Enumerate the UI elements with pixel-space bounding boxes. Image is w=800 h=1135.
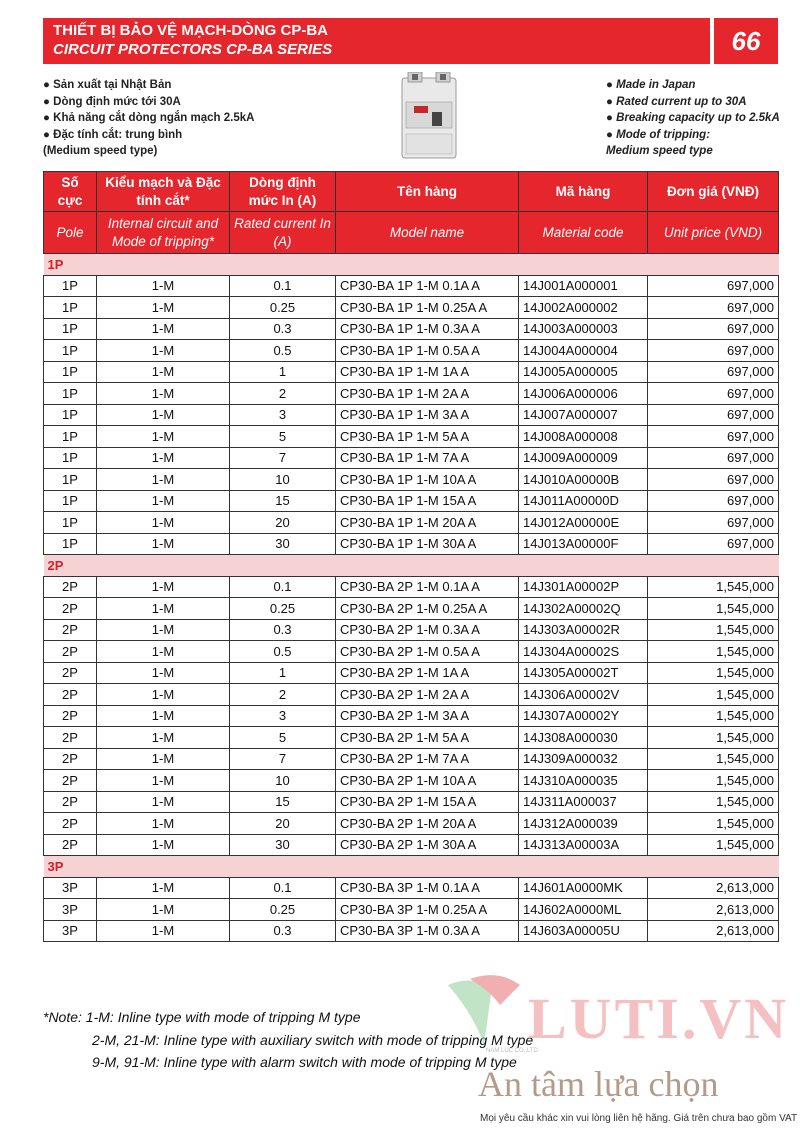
cell-circuit: 1-M <box>97 469 230 491</box>
feature-item: ● Breaking capacity up to 2.5kA <box>606 112 780 124</box>
feature-item: ● Dòng định mức tới 30A <box>43 95 181 108</box>
cell-pole: 1P <box>44 447 97 469</box>
cell-circuit: 1-M <box>97 705 230 727</box>
feature-item: ● Sản xuất tại Nhật Bản <box>43 79 172 91</box>
cell-material-code: 14J312A000039 <box>519 813 648 835</box>
cell-model-name: CP30-BA 1P 1-M 3A A <box>336 404 519 426</box>
table-group-row <box>44 254 779 276</box>
cell-rated-current: 0.1 <box>230 576 336 598</box>
cell-unit-price: 697,000 <box>648 469 779 491</box>
table-row <box>44 770 779 792</box>
cell-pole: 2P <box>44 770 97 792</box>
circuit-protector-product-image <box>392 72 466 162</box>
table-row <box>44 641 779 663</box>
cell-pole: 1P <box>44 512 97 534</box>
cell-unit-price: 1,545,000 <box>648 641 779 663</box>
feature-item: ● Mode of tripping: <box>606 128 711 141</box>
cell-pole: 1P <box>44 275 97 297</box>
cell-model-name: CP30-BA 2P 1-M 3A A <box>336 705 519 727</box>
group-label: 3P <box>44 856 779 878</box>
feature-item: ● Rated current up to 30A <box>606 95 747 108</box>
cell-rated-current: 5 <box>230 426 336 448</box>
cell-model-name: CP30-BA 1P 1-M 0.5A A <box>336 340 519 362</box>
cell-unit-price: 2,613,000 <box>648 899 779 921</box>
cell-unit-price: 697,000 <box>648 426 779 448</box>
cell-material-code: 14J304A00002S <box>519 641 648 663</box>
cell-model-name: CP30-BA 2P 1-M 15A A <box>336 791 519 813</box>
cell-unit-price: 2,613,000 <box>648 920 779 942</box>
cell-model-name: CP30-BA 3P 1-M 0.25A A <box>336 899 519 921</box>
watermark-logo-text: LUTI.VN <box>528 986 790 1051</box>
title-vietnamese: THIẾT BỊ BẢO VỆ MẠCH-DÒNG CP-BA <box>53 22 328 39</box>
col-header-circuit-en: Internal circuit and Mode of tripping* <box>97 212 230 254</box>
cell-rated-current: 7 <box>230 447 336 469</box>
cell-model-name: CP30-BA 2P 1-M 0.25A A <box>336 598 519 620</box>
feature-item: ● Đặc tính cắt: trung bình <box>43 128 183 141</box>
cell-model-name: CP30-BA 2P 1-M 0.3A A <box>336 619 519 641</box>
cell-model-name: CP30-BA 1P 1-M 2A A <box>336 383 519 405</box>
cell-circuit: 1-M <box>97 727 230 749</box>
table-row <box>44 275 779 297</box>
cell-pole: 3P <box>44 920 97 942</box>
watermark-company-small: NAM LUC CO.,LTD <box>486 1048 538 1054</box>
cell-rated-current: 1 <box>230 361 336 383</box>
cell-rated-current: 3 <box>230 404 336 426</box>
cell-circuit: 1-M <box>97 834 230 856</box>
features-vietnamese <box>43 77 254 160</box>
cell-pole: 2P <box>44 727 97 749</box>
cell-circuit: 1-M <box>97 275 230 297</box>
cell-pole: 3P <box>44 877 97 899</box>
col-header-model-name-en: Model name <box>336 212 519 254</box>
cell-circuit: 1-M <box>97 598 230 620</box>
cell-rated-current: 7 <box>230 748 336 770</box>
cell-model-name: CP30-BA 2P 1-M 0.5A A <box>336 641 519 663</box>
feature-item: ● Made in Japan <box>606 79 696 91</box>
col-header-unit-price: Đơn giá (VNĐ) <box>648 172 779 212</box>
cell-rated-current: 0.3 <box>230 619 336 641</box>
cell-circuit: 1-M <box>97 340 230 362</box>
cell-pole: 2P <box>44 705 97 727</box>
cell-model-name: CP30-BA 2P 1-M 7A A <box>336 748 519 770</box>
col-header-material-code-en: Material code <box>519 212 648 254</box>
cell-rated-current: 0.25 <box>230 598 336 620</box>
cell-pole: 1P <box>44 533 97 555</box>
cell-material-code: 14J010A00000B <box>519 469 648 491</box>
cell-rated-current: 2 <box>230 383 336 405</box>
cell-circuit: 1-M <box>97 297 230 319</box>
cell-circuit: 1-M <box>97 490 230 512</box>
cell-material-code: 14J306A00002V <box>519 684 648 706</box>
cell-unit-price: 1,545,000 <box>648 705 779 727</box>
cell-model-name: CP30-BA 1P 1-M 20A A <box>336 512 519 534</box>
cell-model-name: CP30-BA 1P 1-M 7A A <box>336 447 519 469</box>
cell-pole: 1P <box>44 361 97 383</box>
cell-circuit: 1-M <box>97 619 230 641</box>
cell-material-code: 14J003A000003 <box>519 318 648 340</box>
cell-material-code: 14J011A00000D <box>519 490 648 512</box>
cell-circuit: 1-M <box>97 748 230 770</box>
cell-rated-current: 0.25 <box>230 297 336 319</box>
cell-material-code: 14J310A000035 <box>519 770 648 792</box>
cell-pole: 1P <box>44 297 97 319</box>
cell-unit-price: 697,000 <box>648 297 779 319</box>
cell-rated-current: 20 <box>230 512 336 534</box>
cell-pole: 2P <box>44 748 97 770</box>
cell-circuit: 1-M <box>97 791 230 813</box>
table-row <box>44 512 779 534</box>
cell-unit-price: 697,000 <box>648 383 779 405</box>
title-english: CIRCUIT PROTECTORS CP-BA SERIES <box>53 41 333 58</box>
cell-model-name: CP30-BA 2P 1-M 0.1A A <box>336 576 519 598</box>
table-row <box>44 684 779 706</box>
feature-item: (Medium speed type) <box>43 145 158 157</box>
table-row <box>44 469 779 491</box>
cell-circuit: 1-M <box>97 404 230 426</box>
header-title-bar <box>43 18 710 64</box>
cell-circuit: 1-M <box>97 447 230 469</box>
cell-circuit: 1-M <box>97 813 230 835</box>
features-english <box>606 77 780 160</box>
group-label: 2P <box>44 555 779 577</box>
col-header-unit-price-en: Unit price (VND) <box>648 212 779 254</box>
cell-model-name: CP30-BA 1P 1-M 0.1A A <box>336 275 519 297</box>
cell-model-name: CP30-BA 1P 1-M 30A A <box>336 533 519 555</box>
cell-circuit: 1-M <box>97 641 230 663</box>
cell-unit-price: 697,000 <box>648 490 779 512</box>
table-row <box>44 705 779 727</box>
cell-pole: 1P <box>44 340 97 362</box>
table-row <box>44 383 779 405</box>
cell-unit-price: 1,545,000 <box>648 791 779 813</box>
cell-rated-current: 0.5 <box>230 340 336 362</box>
cell-unit-price: 697,000 <box>648 512 779 534</box>
cell-rated-current: 0.1 <box>230 877 336 899</box>
cell-circuit: 1-M <box>97 770 230 792</box>
table-header-row-vietnamese <box>44 172 779 212</box>
cell-pole: 2P <box>44 684 97 706</box>
cell-unit-price: 697,000 <box>648 275 779 297</box>
cell-unit-price: 1,545,000 <box>648 598 779 620</box>
cell-material-code: 14J009A000009 <box>519 447 648 469</box>
cell-unit-price: 1,545,000 <box>648 748 779 770</box>
footer-disclaimer: Mọi yêu cầu khác xin vui lòng liên hệ hãng. Giá trên chưa bao gồm VAT <box>480 1113 798 1124</box>
cell-model-name: CP30-BA 2P 1-M 10A A <box>336 770 519 792</box>
cell-pole: 3P <box>44 899 97 921</box>
cell-rated-current: 0.5 <box>230 641 336 663</box>
cell-model-name: CP30-BA 2P 1-M 1A A <box>336 662 519 684</box>
table-row <box>44 727 779 749</box>
table-row <box>44 318 779 340</box>
cell-unit-price: 1,545,000 <box>648 684 779 706</box>
col-header-rated-current: Dòng định mức In (A) <box>230 172 336 212</box>
cell-rated-current: 0.3 <box>230 920 336 942</box>
col-header-rated-current-en: Rated current In (A) <box>230 212 336 254</box>
cell-circuit: 1-M <box>97 318 230 340</box>
cell-pole: 2P <box>44 813 97 835</box>
col-header-pole: Số cực <box>44 172 97 212</box>
table-header-row-english <box>44 212 779 254</box>
cell-material-code: 14J302A00002Q <box>519 598 648 620</box>
cell-material-code: 14J603A00005U <box>519 920 648 942</box>
cell-model-name: CP30-BA 1P 1-M 5A A <box>336 426 519 448</box>
col-header-material-code: Mã hàng <box>519 172 648 212</box>
cell-rated-current: 30 <box>230 533 336 555</box>
note-line: *Note: 1-M: Inline type with mode of tripping M type <box>43 1009 361 1025</box>
table-row <box>44 834 779 856</box>
col-header-circuit: Kiểu mạch và Đặc tính cắt* <box>97 172 230 212</box>
cell-model-name: CP30-BA 3P 1-M 0.3A A <box>336 920 519 942</box>
cell-unit-price: 1,545,000 <box>648 619 779 641</box>
note-line: 2-M, 21-M: Inline type with auxiliary switch with mode of tripping M type <box>92 1031 534 1048</box>
cell-rated-current: 3 <box>230 705 336 727</box>
cell-rated-current: 15 <box>230 490 336 512</box>
cell-pole: 1P <box>44 490 97 512</box>
price-table <box>43 171 779 942</box>
cell-rated-current: 15 <box>230 791 336 813</box>
cell-material-code: 14J002A000002 <box>519 297 648 319</box>
table-row <box>44 297 779 319</box>
group-label: 1P <box>44 254 779 276</box>
table-body <box>44 254 779 942</box>
cell-circuit: 1-M <box>97 426 230 448</box>
cell-circuit: 1-M <box>97 899 230 921</box>
cell-rated-current: 5 <box>230 727 336 749</box>
cell-unit-price: 697,000 <box>648 404 779 426</box>
cell-circuit: 1-M <box>97 512 230 534</box>
cell-rated-current: 2 <box>230 684 336 706</box>
cell-unit-price: 1,545,000 <box>648 834 779 856</box>
cell-pole: 1P <box>44 426 97 448</box>
table-row <box>44 813 779 835</box>
cell-rated-current: 0.3 <box>230 318 336 340</box>
table-row <box>44 619 779 641</box>
cell-material-code: 14J601A0000MK <box>519 877 648 899</box>
cell-pole: 2P <box>44 598 97 620</box>
cell-pole: 2P <box>44 791 97 813</box>
page-number: 66 <box>714 18 778 64</box>
table-row <box>44 899 779 921</box>
cell-model-name: CP30-BA 3P 1-M 0.1A A <box>336 877 519 899</box>
cell-model-name: CP30-BA 1P 1-M 10A A <box>336 469 519 491</box>
table-row <box>44 598 779 620</box>
table-row <box>44 920 779 942</box>
watermark-slogan: An tâm lựa chọn <box>478 1064 719 1104</box>
table-row <box>44 791 779 813</box>
cell-unit-price: 1,545,000 <box>648 662 779 684</box>
cell-unit-price: 1,545,000 <box>648 727 779 749</box>
cell-unit-price: 697,000 <box>648 361 779 383</box>
cell-material-code: 14J303A00002R <box>519 619 648 641</box>
note-line: 9-M, 91-M: Inline type with alarm switch with mode of tripping M type <box>92 1054 517 1070</box>
table-row <box>44 662 779 684</box>
cell-circuit: 1-M <box>97 576 230 598</box>
cell-circuit: 1-M <box>97 920 230 942</box>
cell-material-code: 14J309A000032 <box>519 748 648 770</box>
cell-rated-current: 0.25 <box>230 899 336 921</box>
cell-pole: 2P <box>44 576 97 598</box>
cell-unit-price: 1,545,000 <box>648 770 779 792</box>
cell-pole: 1P <box>44 404 97 426</box>
cell-material-code: 14J001A000001 <box>519 275 648 297</box>
table-row <box>44 340 779 362</box>
table-row <box>44 361 779 383</box>
cell-rated-current: 10 <box>230 469 336 491</box>
table-group-row <box>44 555 779 577</box>
table-row <box>44 426 779 448</box>
cell-model-name: CP30-BA 2P 1-M 30A A <box>336 834 519 856</box>
cell-unit-price: 697,000 <box>648 340 779 362</box>
cell-material-code: 14J308A000030 <box>519 727 648 749</box>
cell-material-code: 14J311A000037 <box>519 791 648 813</box>
col-header-model-name: Tên hàng <box>336 172 519 212</box>
feature-item: Medium speed type <box>606 145 713 157</box>
cell-model-name: CP30-BA 2P 1-M 5A A <box>336 727 519 749</box>
cell-model-name: CP30-BA 2P 1-M 20A A <box>336 813 519 835</box>
cell-pole: 1P <box>44 383 97 405</box>
cell-pole: 2P <box>44 662 97 684</box>
cell-material-code: 14J012A00000E <box>519 512 648 534</box>
cell-rated-current: 0.1 <box>230 275 336 297</box>
table-row <box>44 877 779 899</box>
cell-model-name: CP30-BA 2P 1-M 2A A <box>336 684 519 706</box>
cell-model-name: CP30-BA 1P 1-M 0.3A A <box>336 318 519 340</box>
cell-pole: 1P <box>44 469 97 491</box>
cell-rated-current: 20 <box>230 813 336 835</box>
cell-material-code: 14J602A0000ML <box>519 899 648 921</box>
cell-unit-price: 1,545,000 <box>648 576 779 598</box>
cell-unit-price: 697,000 <box>648 318 779 340</box>
cell-circuit: 1-M <box>97 877 230 899</box>
cell-unit-price: 697,000 <box>648 447 779 469</box>
cell-material-code: 14J305A00002T <box>519 662 648 684</box>
cell-circuit: 1-M <box>97 533 230 555</box>
table-row <box>44 576 779 598</box>
cell-model-name: CP30-BA 1P 1-M 15A A <box>336 490 519 512</box>
cell-pole: 2P <box>44 834 97 856</box>
cell-unit-price: 697,000 <box>648 533 779 555</box>
table-row <box>44 533 779 555</box>
feature-item: ● Khả năng cắt dòng ngắn mạch 2.5kA <box>43 112 255 124</box>
cell-material-code: 14J013A00000F <box>519 533 648 555</box>
cell-circuit: 1-M <box>97 361 230 383</box>
cell-material-code: 14J007A000007 <box>519 404 648 426</box>
cell-pole: 2P <box>44 641 97 663</box>
table-row <box>44 748 779 770</box>
cell-material-code: 14J307A00002Y <box>519 705 648 727</box>
cell-rated-current: 30 <box>230 834 336 856</box>
table-group-row <box>44 856 779 878</box>
cell-circuit: 1-M <box>97 662 230 684</box>
cell-rated-current: 1 <box>230 662 336 684</box>
table-row <box>44 404 779 426</box>
table-row <box>44 490 779 512</box>
table-row <box>44 447 779 469</box>
cell-material-code: 14J004A000004 <box>519 340 648 362</box>
cell-rated-current: 10 <box>230 770 336 792</box>
cell-material-code: 14J008A000008 <box>519 426 648 448</box>
cell-material-code: 14J313A00003A <box>519 834 648 856</box>
cell-material-code: 14J005A000005 <box>519 361 648 383</box>
col-header-pole-en: Pole <box>44 212 97 254</box>
cell-unit-price: 1,545,000 <box>648 813 779 835</box>
cell-circuit: 1-M <box>97 684 230 706</box>
cell-material-code: 14J006A000006 <box>519 383 648 405</box>
cell-model-name: CP30-BA 1P 1-M 0.25A A <box>336 297 519 319</box>
cell-unit-price: 2,613,000 <box>648 877 779 899</box>
cell-model-name: CP30-BA 1P 1-M 1A A <box>336 361 519 383</box>
cell-pole: 1P <box>44 318 97 340</box>
cell-material-code: 14J301A00002P <box>519 576 648 598</box>
cell-pole: 2P <box>44 619 97 641</box>
cell-circuit: 1-M <box>97 383 230 405</box>
